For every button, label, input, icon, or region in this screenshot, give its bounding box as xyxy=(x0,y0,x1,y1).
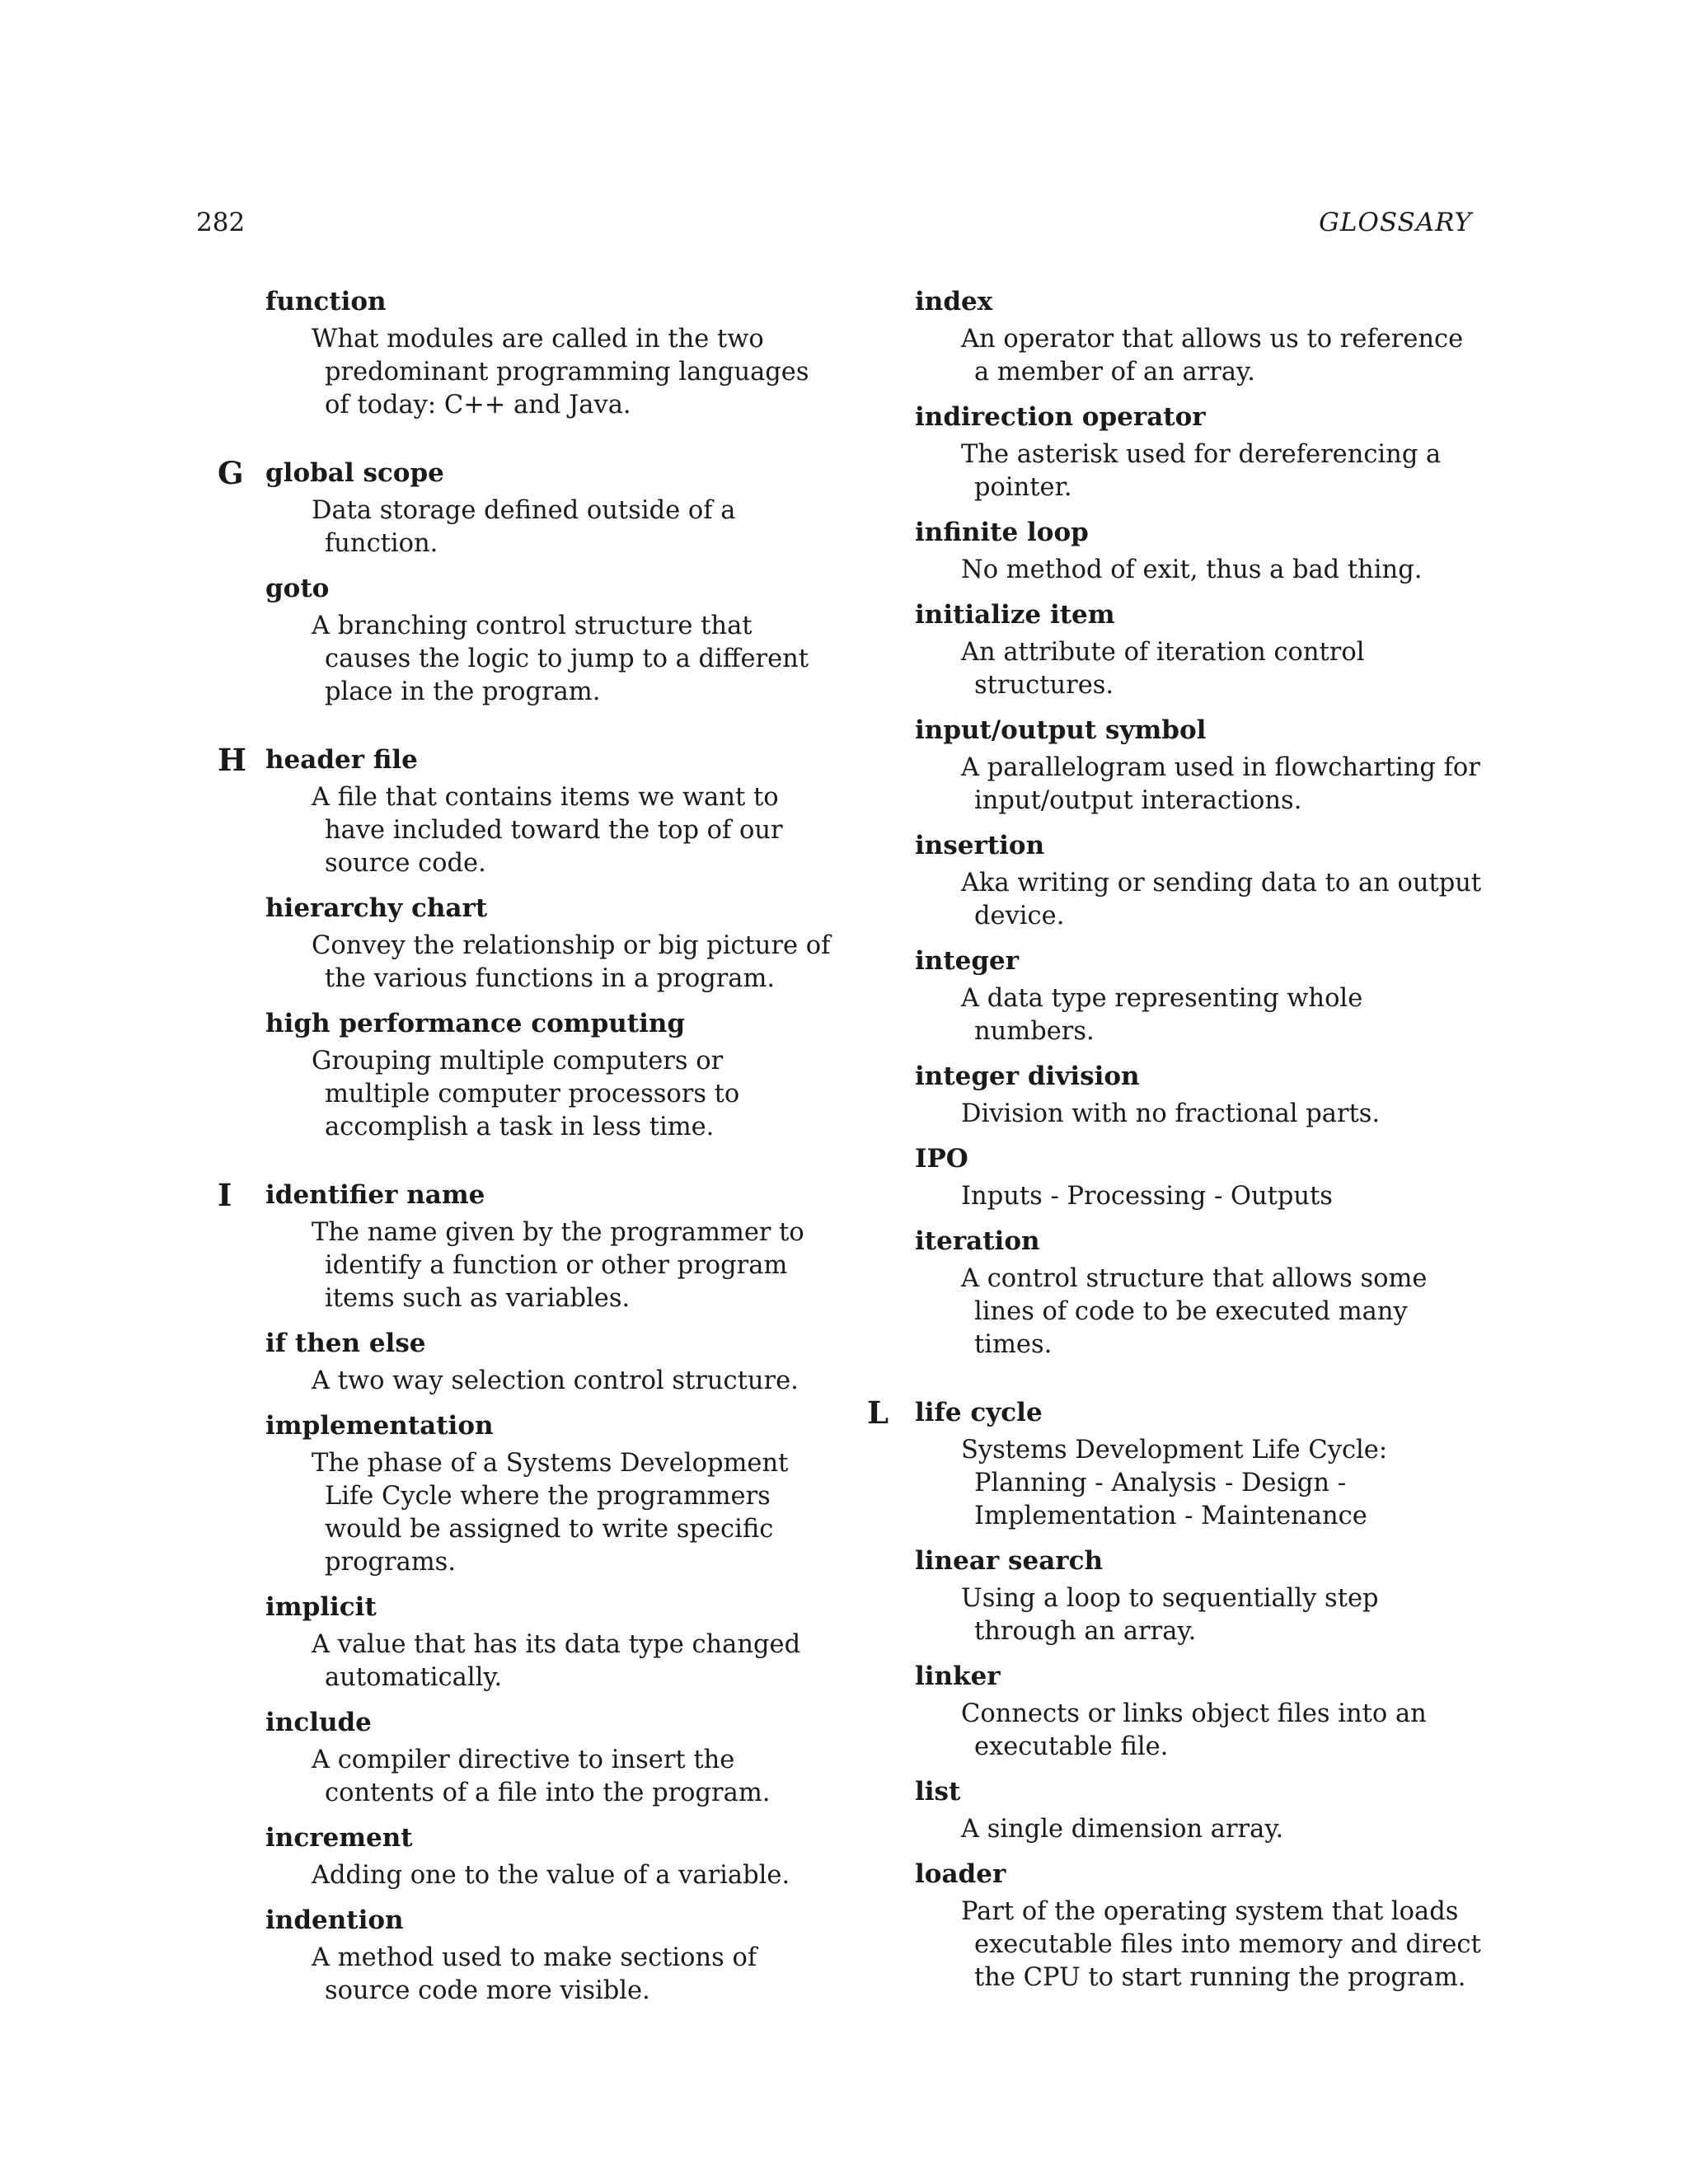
running-head: GLOSSARY xyxy=(1319,208,1472,237)
glossary-term: input/output symbol xyxy=(915,715,1207,745)
glossary-entry xyxy=(265,1899,834,2008)
glossary-definition: An attribute of iteration control structures. xyxy=(961,638,1365,700)
glossary-entry xyxy=(265,452,834,560)
glossary-term: hierarchy chart xyxy=(265,893,488,923)
glossary-definition: A branching control structure that causes the logic to jump to a different place in the program. xyxy=(312,612,809,706)
glossary-definition: Inputs - Processing - Outputs xyxy=(961,1182,1333,1211)
glossary-term: if then else xyxy=(265,1329,426,1358)
letter-group xyxy=(218,452,834,709)
glossary-definition: A two way selection control structure. xyxy=(312,1366,799,1395)
glossary-definition: Adding one to the value of a variable. xyxy=(312,1861,790,1890)
glossary-term: integer xyxy=(915,946,1020,976)
glossary-term: index xyxy=(915,287,993,316)
glossary-entry xyxy=(265,567,834,709)
glossary-entry xyxy=(265,738,834,880)
glossary-term: integer division xyxy=(915,1062,1140,1091)
glossary-entry xyxy=(915,593,1484,702)
glossary-definition: A compiler directive to insert the contents of a file into the program. xyxy=(312,1746,771,1807)
left-column xyxy=(218,280,834,2014)
glossary-definition: A value that has its data type changed automatically. xyxy=(312,1630,801,1692)
glossary-entry xyxy=(915,824,1484,933)
letter-group xyxy=(218,738,834,1144)
glossary-definition: Systems Development Life Cycle: Planning - Analysis - Design - Implementation - Maintenance xyxy=(961,1436,1388,1530)
letter-group xyxy=(218,1174,834,2008)
glossary-entry xyxy=(265,1322,834,1398)
glossary-entry xyxy=(915,1770,1484,1846)
glossary-definition: A parallelogram used in flowcharting for input/output interactions. xyxy=(961,753,1480,815)
glossary-definition: Part of the operating system that loads executable files into memory and direct the CPU to start running the program. xyxy=(961,1897,1481,1992)
letter-group xyxy=(867,1391,1484,1994)
glossary-entry xyxy=(265,887,834,996)
glossary-entry xyxy=(915,1137,1484,1213)
glossary-term: global scope xyxy=(265,458,444,488)
section-letter: H xyxy=(218,742,246,778)
section-letter: I xyxy=(218,1177,232,1213)
glossary-definition: A control structure that allows some lines of code to be executed many times. xyxy=(961,1264,1428,1359)
glossary-definition: The asterisk used for dereferencing a pointer. xyxy=(961,440,1442,502)
glossary-term: initialize item xyxy=(915,600,1115,630)
glossary-entry xyxy=(915,1220,1484,1361)
section-letter: L xyxy=(867,1394,889,1431)
glossary-term: include xyxy=(265,1708,372,1737)
glossary-entry xyxy=(915,280,1484,389)
glossary-definition: A data type representing whole numbers. xyxy=(961,984,1363,1046)
glossary-definition: An operator that allows us to reference a member of an array. xyxy=(961,325,1464,387)
section-letter: G xyxy=(218,455,244,491)
glossary-term: IPO xyxy=(915,1144,968,1174)
glossary-definition: A single dimension array. xyxy=(961,1815,1284,1844)
glossary-term: header file xyxy=(265,745,418,775)
glossary-term: increment xyxy=(265,1823,413,1853)
glossary-definition: Using a loop to sequentially step through an array. xyxy=(961,1584,1379,1646)
glossary-term: function xyxy=(265,287,387,316)
glossary-term: insertion xyxy=(915,831,1045,860)
right-column xyxy=(867,280,1484,2001)
glossary-entry xyxy=(265,1002,834,1144)
glossary-definition: The phase of a Systems Development Life Cycle where the programmers would be assigned to write specific programs. xyxy=(312,1449,789,1577)
glossary-definition: What modules are called in the two predominant programming languages of today: C++ and Java. xyxy=(312,325,809,419)
glossary-entry xyxy=(265,280,834,422)
glossary-term: linear search xyxy=(915,1546,1104,1576)
glossary-term: infinite loop xyxy=(915,518,1089,547)
glossary-definition: Convey the relationship or big picture of the various functions in a program. xyxy=(312,931,831,993)
glossary-term: goto xyxy=(265,574,330,603)
glossary-term: list xyxy=(915,1777,961,1807)
glossary-entry xyxy=(265,1404,834,1579)
glossary-term: iteration xyxy=(915,1226,1040,1256)
glossary-entry xyxy=(265,1701,834,1810)
glossary-entry xyxy=(915,1055,1484,1131)
glossary-term: high performance computing xyxy=(265,1009,686,1038)
glossary-term: identifier name xyxy=(265,1180,485,1210)
glossary-definition: Division with no fractional parts. xyxy=(961,1099,1381,1128)
glossary-term: loader xyxy=(915,1859,1006,1889)
letter-group xyxy=(915,280,1484,1361)
glossary-term: linker xyxy=(915,1661,1001,1691)
glossary-entry xyxy=(915,1540,1484,1648)
glossary-definition: The name given by the programmer to identify a function or other program items such as variables. xyxy=(312,1218,804,1313)
glossary-entry xyxy=(265,1816,834,1892)
letter-group xyxy=(265,280,834,422)
glossary-entry xyxy=(915,1655,1484,1764)
glossary-definition: A file that contains items we want to have included toward the top of our source code. xyxy=(312,783,783,878)
glossary-entry xyxy=(915,940,1484,1048)
glossary-term: indirection operator xyxy=(915,402,1206,432)
glossary-definition: Connects or links object files into an executable file. xyxy=(961,1699,1427,1761)
glossary-definition: A method used to make sections of source code more visible. xyxy=(312,1943,757,2005)
glossary-definition: No method of exit, thus a bad thing. xyxy=(961,555,1423,584)
glossary-term: indention xyxy=(265,1905,404,1935)
glossary-entry xyxy=(915,396,1484,504)
page-number: 282 xyxy=(196,208,246,237)
glossary-entry xyxy=(915,709,1484,818)
glossary-entry xyxy=(265,1174,834,1315)
glossary-definition: Grouping multiple computers or multiple computer processors to accomplish a task in less time. xyxy=(312,1047,740,1141)
glossary-term: life cycle xyxy=(915,1398,1043,1427)
glossary-definition: Aka writing or sending data to an output device. xyxy=(961,869,1482,930)
glossary-term: implicit xyxy=(265,1592,377,1622)
glossary-entry xyxy=(915,1391,1484,1533)
glossary-entry xyxy=(915,1853,1484,1994)
glossary-entry xyxy=(915,511,1484,587)
glossary-entry xyxy=(265,1586,834,1694)
glossary-definition: Data storage defined outside of a function. xyxy=(312,496,736,558)
glossary-term: implementation xyxy=(265,1411,494,1441)
